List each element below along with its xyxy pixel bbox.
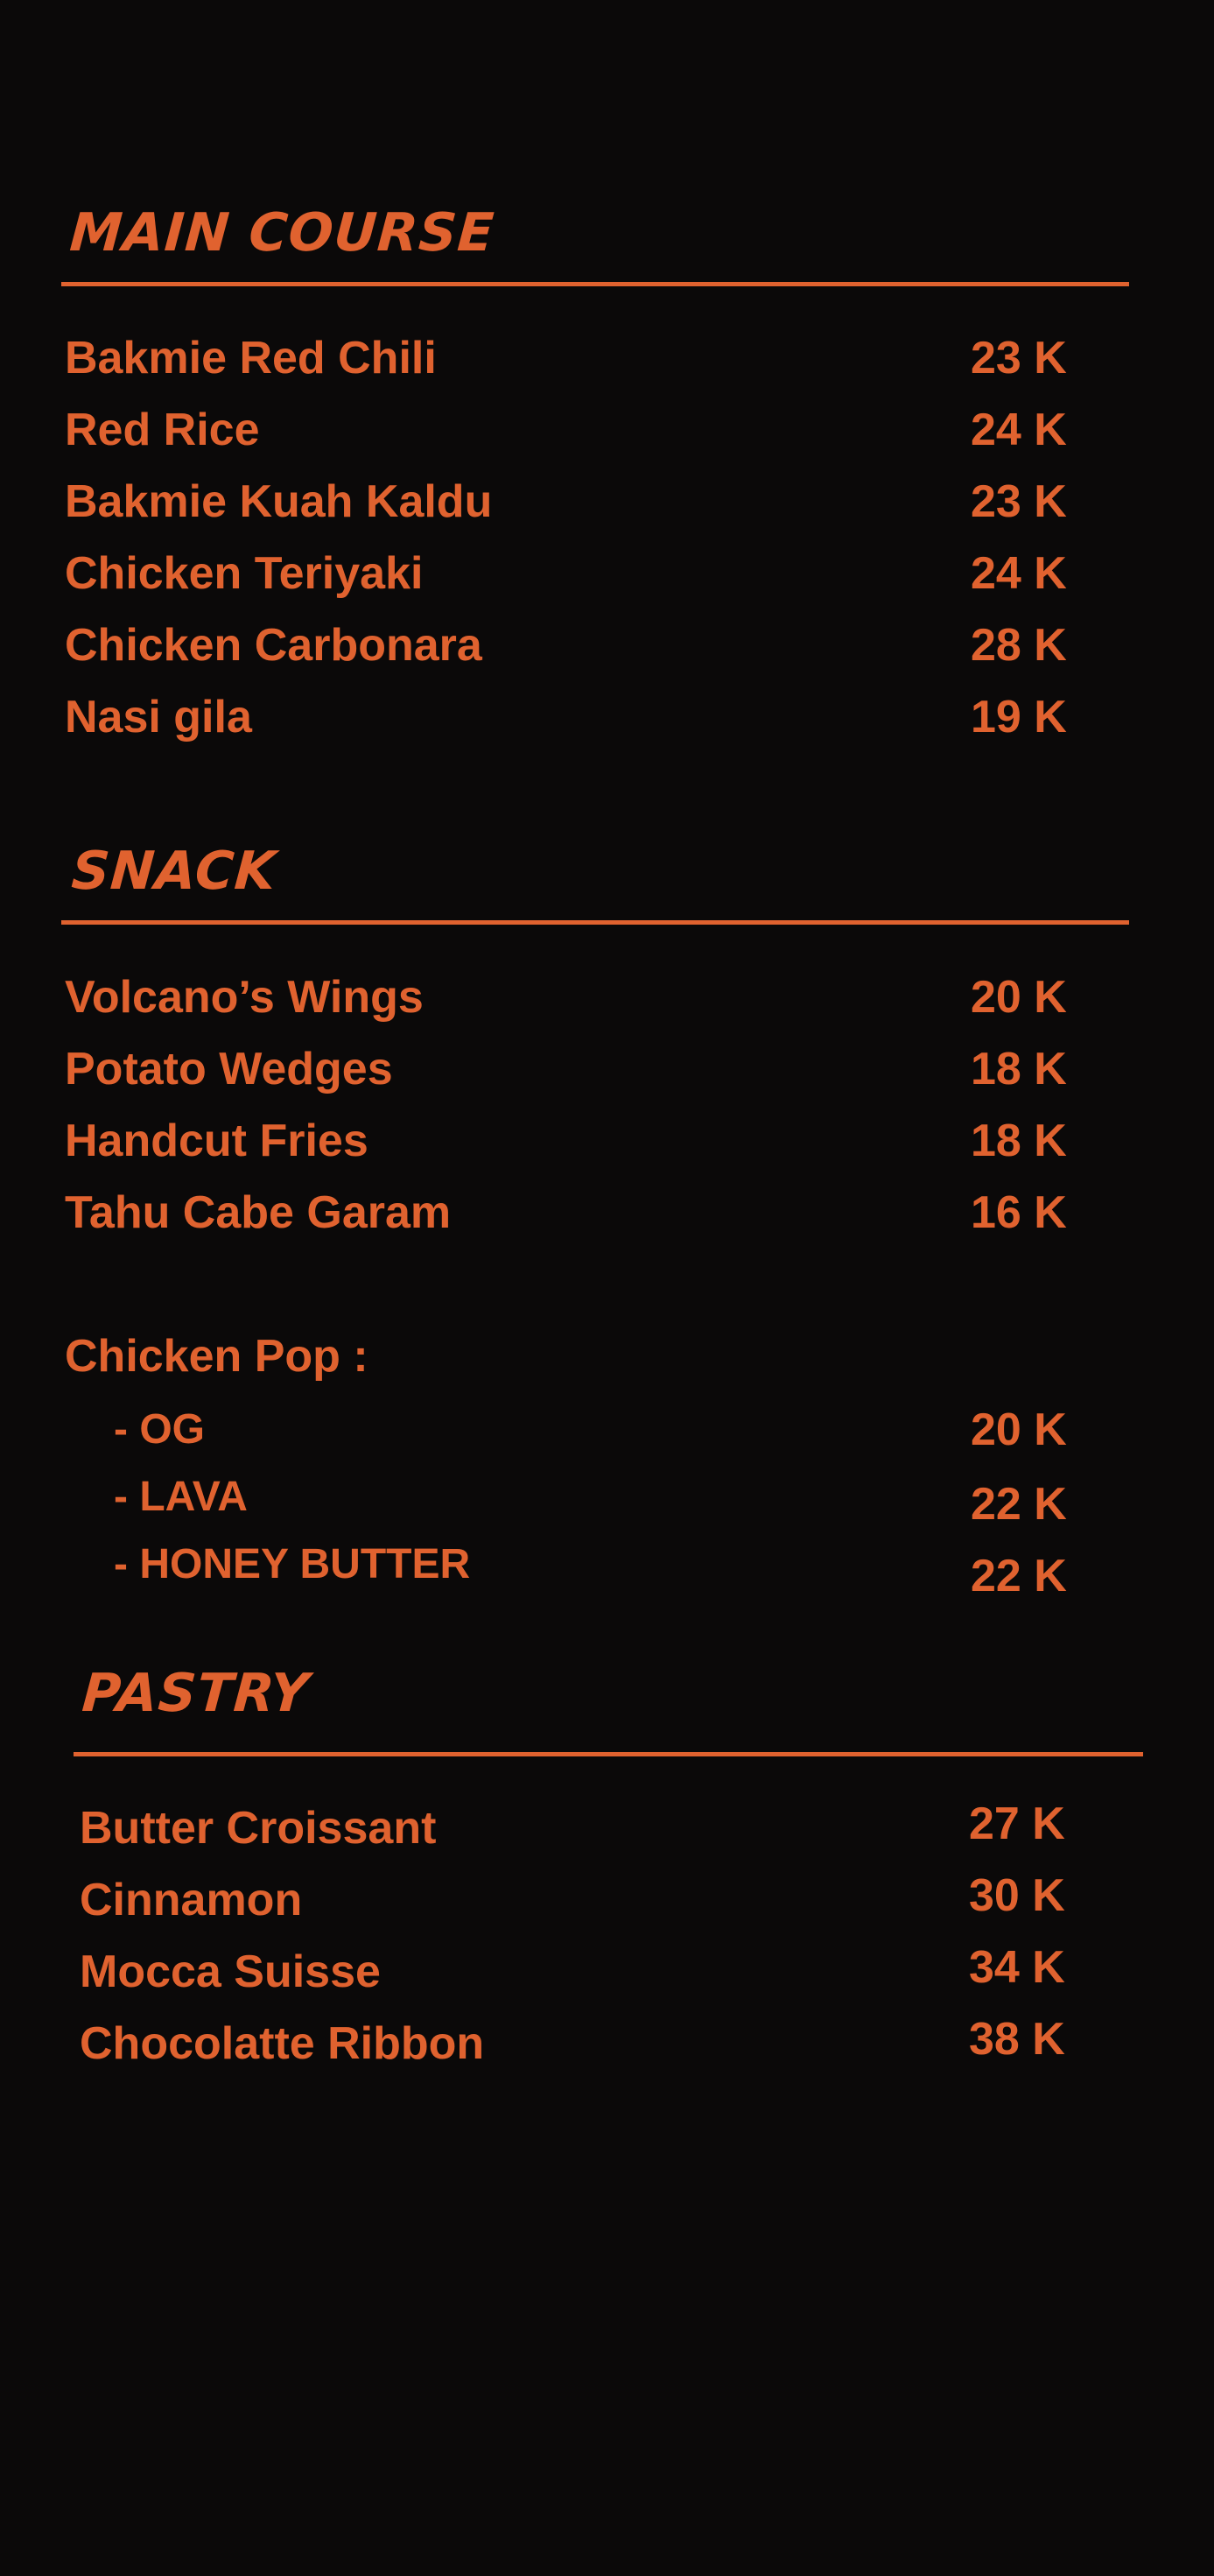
section-title: MAIN COURSE bbox=[67, 202, 497, 264]
item-price: 20 K bbox=[971, 972, 1067, 1023]
item-name: - OG bbox=[114, 1406, 205, 1453]
section-title: PASTRY bbox=[80, 1663, 312, 1724]
item-name: Chicken Teriyaki bbox=[65, 548, 424, 599]
item-price: 22 K bbox=[971, 1551, 1067, 1601]
item-name: Volcano’s Wings bbox=[65, 972, 424, 1023]
section-divider bbox=[74, 1752, 1143, 1756]
item-price: 34 K bbox=[969, 1942, 1065, 1993]
item-name: Butter Croissant bbox=[80, 1803, 437, 1854]
subgroup-item bbox=[114, 1467, 1080, 1528]
item-price: 24 K bbox=[971, 405, 1067, 455]
item-name: Potato Wedges bbox=[65, 1044, 393, 1094]
menu-item bbox=[65, 1110, 1080, 1172]
menu-item bbox=[65, 471, 1080, 532]
menu-item bbox=[80, 1869, 1077, 1931]
item-name: Handcut Fries bbox=[65, 1116, 368, 1166]
subgroup-item bbox=[114, 1534, 1080, 1601]
item-price: 23 K bbox=[971, 333, 1067, 384]
item-name: Chicken Carbonara bbox=[65, 620, 482, 671]
item-price: 23 K bbox=[971, 476, 1067, 527]
menu-item bbox=[65, 1038, 1080, 1100]
item-price: 28 K bbox=[971, 620, 1067, 671]
item-price: 38 K bbox=[969, 2014, 1065, 2065]
section-title: SNACK bbox=[69, 841, 278, 902]
item-price: 20 K bbox=[971, 1404, 1067, 1455]
item-name: Nasi gila bbox=[65, 692, 252, 743]
subgroup-title-chicken-pop: Chicken Pop : bbox=[65, 1331, 368, 1382]
item-price: 19 K bbox=[971, 692, 1067, 743]
item-price: 22 K bbox=[971, 1479, 1067, 1530]
item-name: Cinnamon bbox=[80, 1875, 303, 1925]
item-name: Red Rice bbox=[65, 405, 260, 455]
item-name: Bakmie Kuah Kaldu bbox=[65, 476, 493, 527]
item-price: 18 K bbox=[971, 1116, 1067, 1166]
item-name: Chocolatte Ribbon bbox=[80, 2018, 485, 2069]
item-name: - LAVA bbox=[114, 1474, 248, 1520]
item-name: - HONEY BUTTER bbox=[114, 1541, 471, 1587]
section-divider bbox=[61, 282, 1129, 286]
item-price: 18 K bbox=[971, 1044, 1067, 1094]
section-divider bbox=[61, 920, 1129, 925]
menu-item bbox=[65, 543, 1080, 604]
menu-item bbox=[80, 1798, 1077, 1859]
menu-item bbox=[65, 1182, 1080, 1243]
item-price: 24 K bbox=[971, 548, 1067, 599]
menu-item bbox=[65, 686, 1080, 748]
menu-item bbox=[65, 967, 1080, 1028]
menu-item bbox=[65, 615, 1080, 676]
menu-item bbox=[80, 2013, 1077, 2074]
item-name: Mocca Suisse bbox=[80, 1946, 381, 1997]
item-price: 27 K bbox=[969, 1798, 1065, 1849]
item-price: 16 K bbox=[971, 1187, 1067, 1238]
subgroup-item bbox=[114, 1399, 1080, 1460]
menu-item bbox=[65, 399, 1080, 461]
menu-item bbox=[65, 327, 1080, 389]
menu-item bbox=[80, 1941, 1077, 2002]
item-name: Bakmie Red Chili bbox=[65, 333, 437, 384]
item-name: Tahu Cabe Garam bbox=[65, 1187, 452, 1238]
item-price: 30 K bbox=[969, 1870, 1065, 1921]
